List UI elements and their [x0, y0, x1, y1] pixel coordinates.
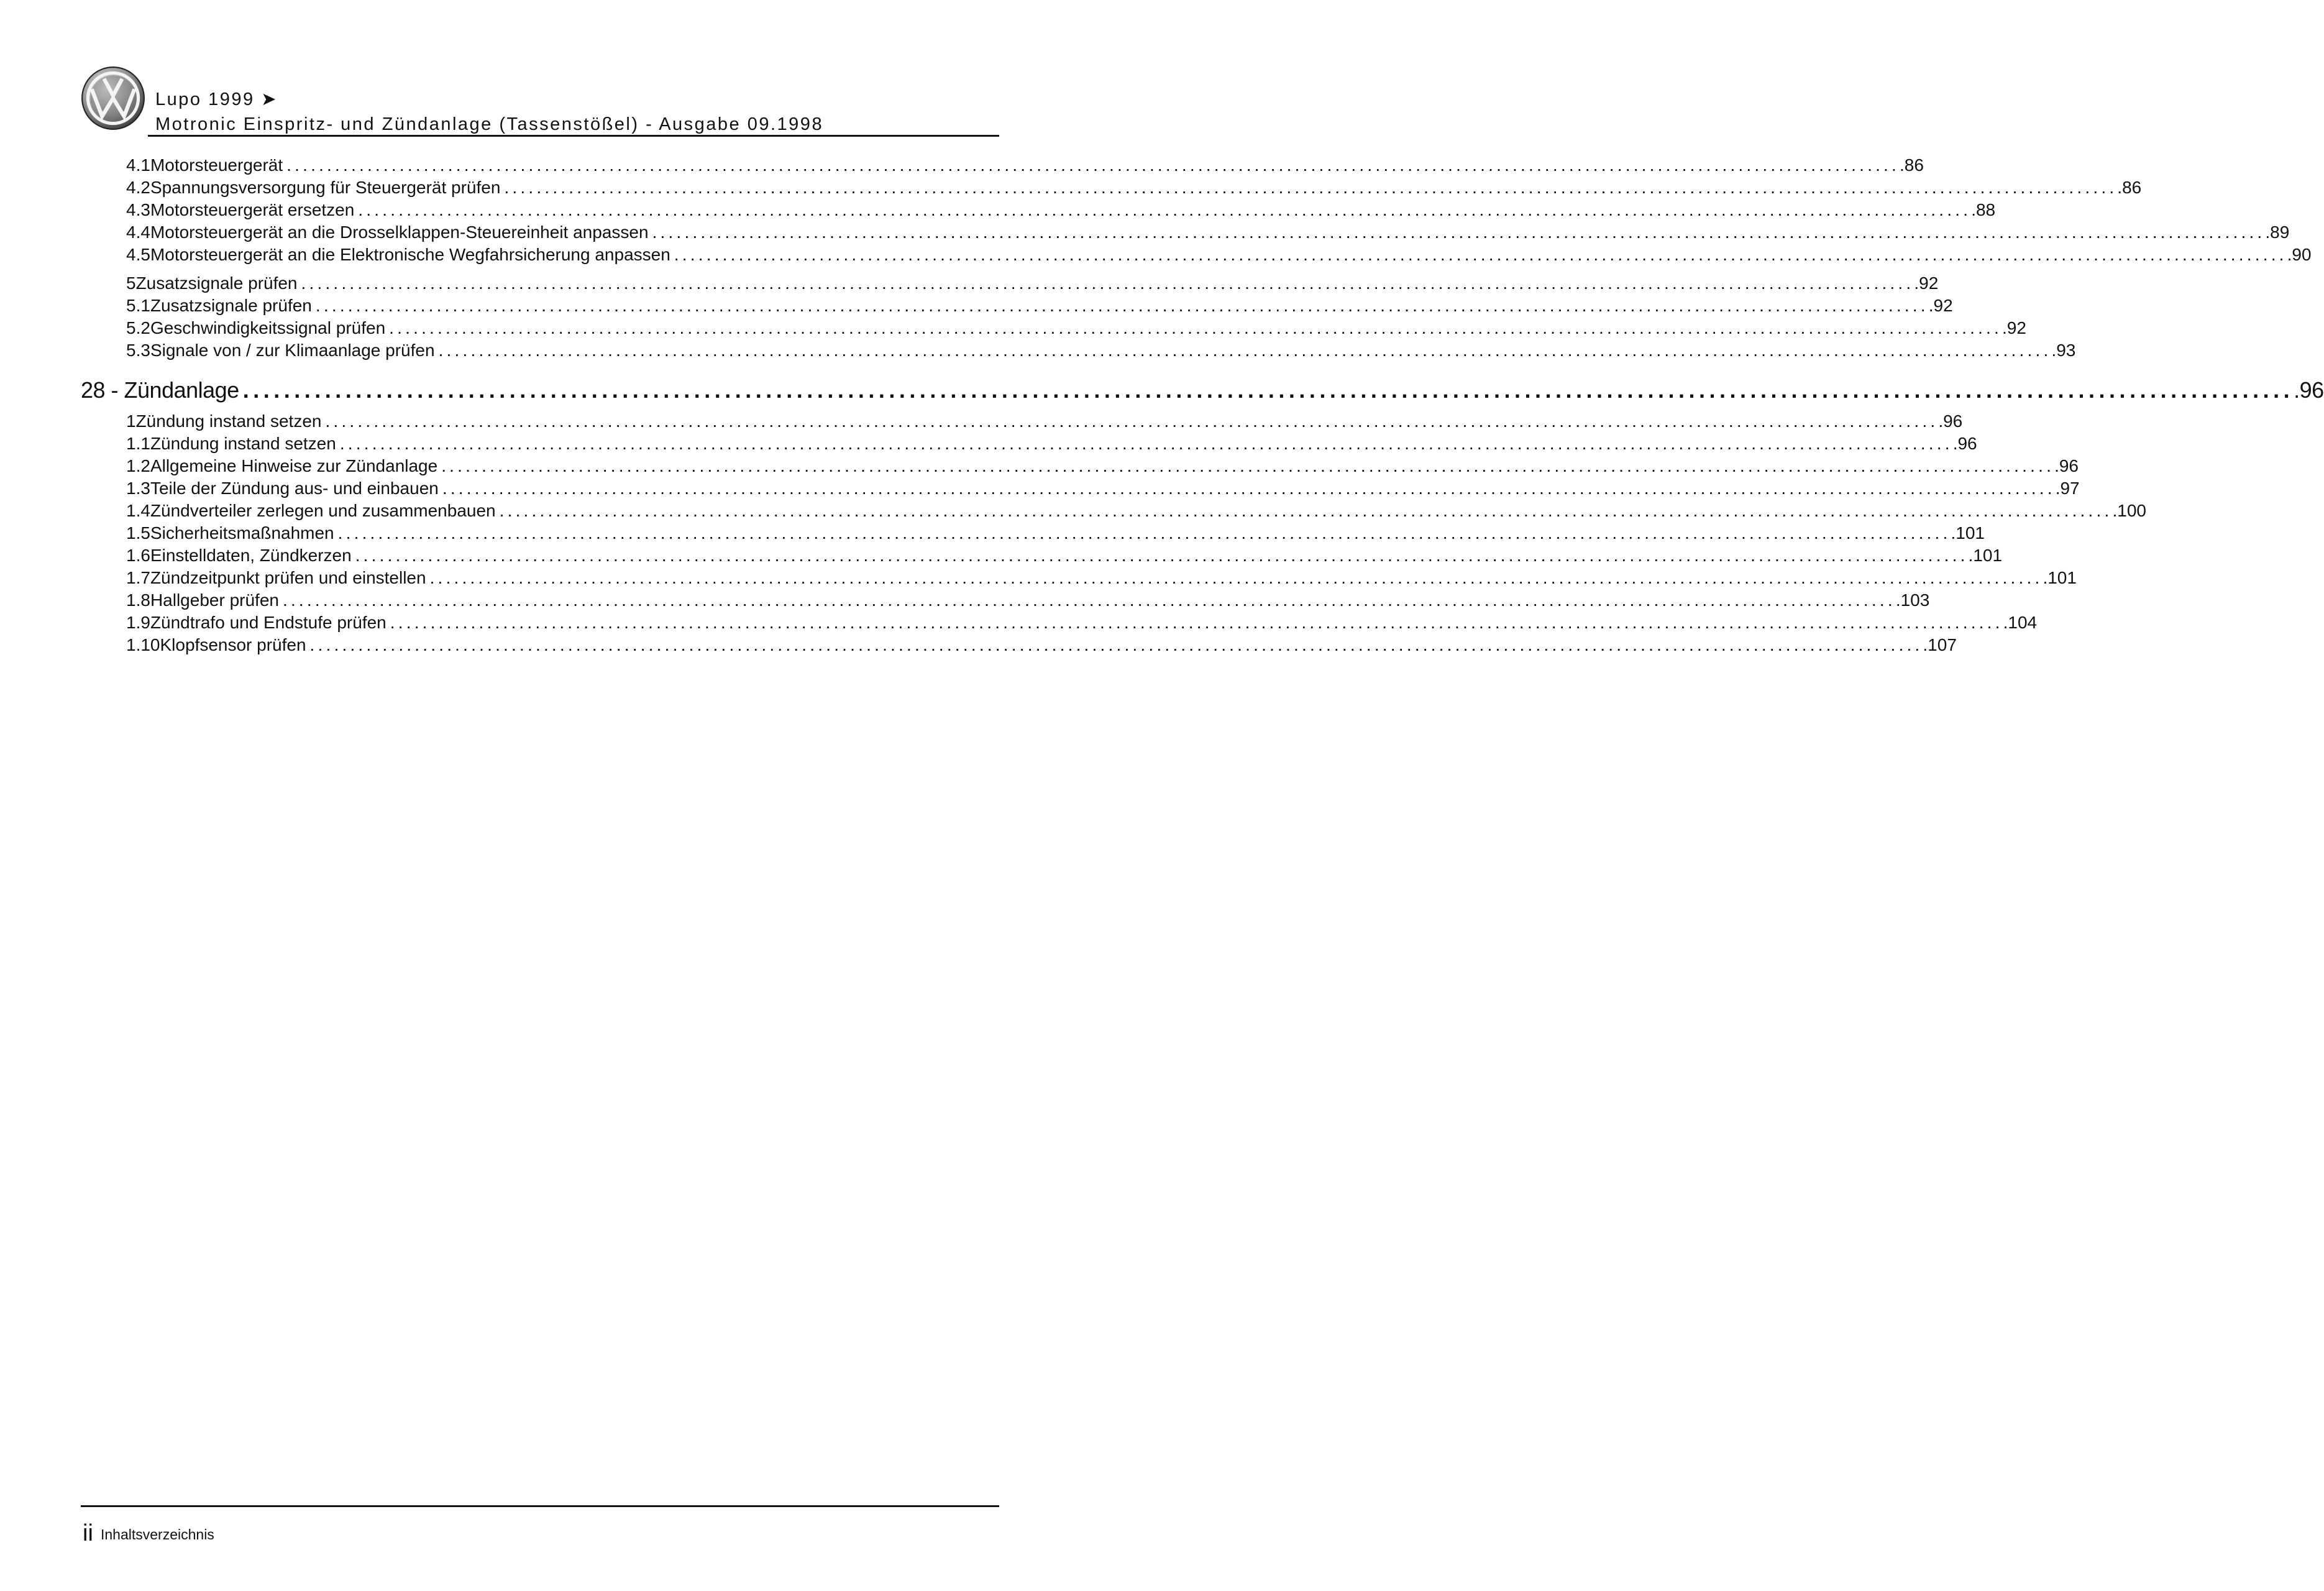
toc-leader-dots: ........................................................................................................................................................................................................ — [286, 155, 1900, 175]
footer-page-number: ii — [83, 1520, 93, 1546]
toc-row[interactable] — [126, 341, 2076, 360]
toc-leader-dots: ........................................................................................................................................................................................................ — [309, 635, 1923, 654]
toc-entry-page: .86 — [2117, 178, 2142, 197]
toc-entry-number: 4.3 — [126, 200, 150, 219]
toc-entry-label: Zündverteiler zerlegen und zusammenbauen — [150, 501, 496, 520]
toc-entry-label: Zündtrafo und Endstufe prüfen — [150, 613, 387, 632]
toc-entry-label: Zusatzsignale prüfen — [150, 296, 312, 315]
toc-entry-label: Sicherheitsmaßnahmen — [150, 523, 334, 543]
toc-entry-label: Spannungsversorgung für Steuergerät prüfen — [150, 178, 501, 197]
toc-entry-page: .101 — [1968, 546, 2003, 565]
toc-leader-dots: ........................................................................................................................................................................................................ — [442, 479, 2056, 498]
toc-row[interactable] — [126, 245, 2312, 264]
toc-entry-number: 1.1 — [126, 434, 150, 453]
toc-row[interactable] — [126, 635, 1957, 654]
toc-row[interactable] — [126, 296, 1953, 315]
toc-entry-number: 4.1 — [126, 155, 150, 175]
toc-entry-label: Allgemeine Hinweise zur Zündanlage — [150, 456, 438, 475]
toc-entry-label: Motorsteuergerät — [150, 155, 283, 175]
toc-leader-dots: ........................................................................................................................................................................................................ — [242, 377, 2294, 403]
toc-entry-label: Klopfsensor prüfen — [160, 635, 306, 654]
vw-logo-icon — [81, 66, 145, 131]
toc-row[interactable] — [126, 590, 1930, 610]
toc-entry-number: 1.7 — [126, 568, 150, 587]
toc-leader-dots: ........................................................................................................................................................................................................ — [301, 273, 1915, 293]
header-title-line1: Lupo 1999 ➤ — [155, 89, 278, 109]
toc-leader-dots: ........................................................................................................................................................................................................ — [499, 501, 2113, 520]
toc-entry-label: Zündung instand setzen — [150, 434, 336, 453]
toc-row[interactable] — [126, 523, 1985, 543]
toc-entry-number: 4.5 — [126, 245, 150, 264]
toc-entry-label: Motorsteuergerät an die Elektronische Wegfahrsicherung anpassen — [150, 245, 670, 264]
toc-entry-number: 1.2 — [126, 456, 150, 475]
toc-entry-page: .89 — [2265, 222, 2290, 242]
toc-entry-label: Geschwindigkeitssignal prüfen — [150, 318, 386, 337]
toc-leader-dots: ........................................................................................................................................................................................................ — [355, 546, 1969, 565]
toc-entry-label: Motorsteuergerät ersetzen — [150, 200, 355, 219]
toc-leader-dots: ........................................................................................................................................................................................................ — [325, 411, 1939, 431]
toc-entry-number: 1.5 — [126, 523, 150, 543]
toc-entry-number: 5.2 — [126, 318, 150, 337]
toc-row[interactable] — [126, 479, 2080, 498]
toc-entry-label: Zusatzsignale prüfen — [135, 273, 298, 293]
toc-entry-page: .93 — [2051, 341, 2076, 360]
toc-entry-page: .92 — [1914, 273, 1939, 293]
toc-row[interactable] — [126, 568, 2077, 587]
header-title-line2: Motronic Einspritz- und Zündanlage (Tassenstößel) - Ausgabe 09.1998 — [155, 114, 824, 134]
toc-entry-page: .96 — [2294, 377, 2324, 403]
toc-entry-label: Zündzeitpunkt prüfen und einstellen — [150, 568, 426, 587]
toc-row[interactable] — [126, 318, 2026, 337]
toc-entry-page: .86 — [1900, 155, 1924, 175]
toc-leader-dots: ........................................................................................................................................................................................................ — [389, 318, 2003, 337]
header-divider — [148, 135, 999, 137]
toc-entry-label: Teile der Zündung aus- und einbauen — [150, 479, 439, 498]
toc-entry-label: Signale von / zur Klimaanlage prüfen — [150, 341, 435, 360]
toc-leader-dots: ........................................................................................................................................................................................................ — [358, 200, 1972, 219]
toc-entry-page: .96 — [1938, 411, 1963, 431]
toc-row[interactable] — [126, 546, 2003, 565]
toc-row[interactable] — [126, 178, 2142, 197]
toc-entry-page: .90 — [2287, 245, 2312, 264]
toc-entry-number: 1.6 — [126, 546, 150, 565]
toc-leader-dots: ........................................................................................................................................................................................................ — [339, 434, 1953, 453]
toc-leader-dots: ........................................................................................................................................................................................................ — [674, 245, 2287, 264]
toc-entry-number: 1.3 — [126, 479, 150, 498]
toc-entry-number: 1.10 — [126, 635, 160, 654]
toc-entry-number: 4.4 — [126, 222, 150, 242]
toc-entry-label: Motorsteuergerät an die Drosselklappen-Steuereinheit anpassen — [150, 222, 649, 242]
toc-entry-page: .97 — [2055, 479, 2080, 498]
toc-chapter-row[interactable] — [81, 377, 2324, 403]
toc-entry-page: .92 — [2002, 318, 2026, 337]
toc-entry-label: Einstelldaten, Zündkerzen — [150, 546, 352, 565]
toc-entry-page: .92 — [1928, 296, 1953, 315]
footer-section-label: Inhaltsverzeichnis — [101, 1526, 214, 1543]
toc-entry-number: 1 — [126, 411, 136, 431]
toc-leader-dots: ........................................................................................................................................................................................................ — [315, 296, 1929, 315]
toc-leader-dots: ........................................................................................................................................................................................................ — [429, 568, 2043, 587]
toc-entry-number: 5.1 — [126, 296, 150, 315]
toc-entry-page: .88 — [1971, 200, 1996, 219]
toc-row[interactable] — [126, 434, 1977, 453]
toc-entry-page: .96 — [2054, 456, 2079, 475]
toc-section-row[interactable] — [126, 273, 1939, 293]
toc-row[interactable] — [126, 200, 1996, 219]
toc-leader-dots: ........................................................................................................................................................................................................ — [282, 590, 1896, 610]
toc-entry-number: 5 — [126, 273, 136, 293]
toc-leader-dots: ........................................................................................................................................................................................................ — [652, 222, 2266, 242]
toc-entry-page: .107 — [1923, 635, 1957, 654]
toc-entry-label: 28 - Zündanlage — [81, 377, 239, 403]
toc-leader-dots: ........................................................................................................................................................................................................ — [441, 456, 2055, 475]
toc-entry-page: .101 — [1951, 523, 1985, 543]
footer-divider — [81, 1505, 999, 1507]
toc-entry-number: 1.4 — [126, 501, 150, 520]
toc-entry-page: .104 — [2003, 613, 2038, 632]
toc-entry-page: .101 — [2043, 568, 2077, 587]
toc-leader-dots: ........................................................................................................................................................................................................ — [337, 523, 1951, 543]
toc-entry-number: 1.8 — [126, 590, 150, 610]
toc-entry-page: .103 — [1895, 590, 1930, 610]
toc-entry-number: 4.2 — [126, 178, 150, 197]
toc-entry-number: 1.9 — [126, 613, 150, 632]
toc-leader-dots: ........................................................................................................................................................................................................ — [504, 178, 2118, 197]
toc-entry-number: 5.3 — [126, 341, 150, 360]
toc-row[interactable] — [126, 501, 2146, 520]
toc-entry-label: Hallgeber prüfen — [150, 590, 279, 610]
toc-row[interactable] — [126, 222, 2290, 242]
toc-leader-dots: ........................................................................................................................................................................................................ — [390, 613, 2003, 632]
toc-entry-page: .100 — [2112, 501, 2146, 520]
toc-row[interactable] — [126, 613, 2038, 632]
toc-leader-dots: ........................................................................................................................................................................................................ — [438, 341, 2052, 360]
toc-section-row[interactable] — [126, 411, 1963, 431]
toc-row[interactable] — [126, 456, 2079, 475]
toc-row[interactable] — [126, 155, 1924, 175]
toc-entry-label: Zündung instand setzen — [135, 411, 322, 431]
toc-entry-page: .96 — [1952, 434, 1977, 453]
